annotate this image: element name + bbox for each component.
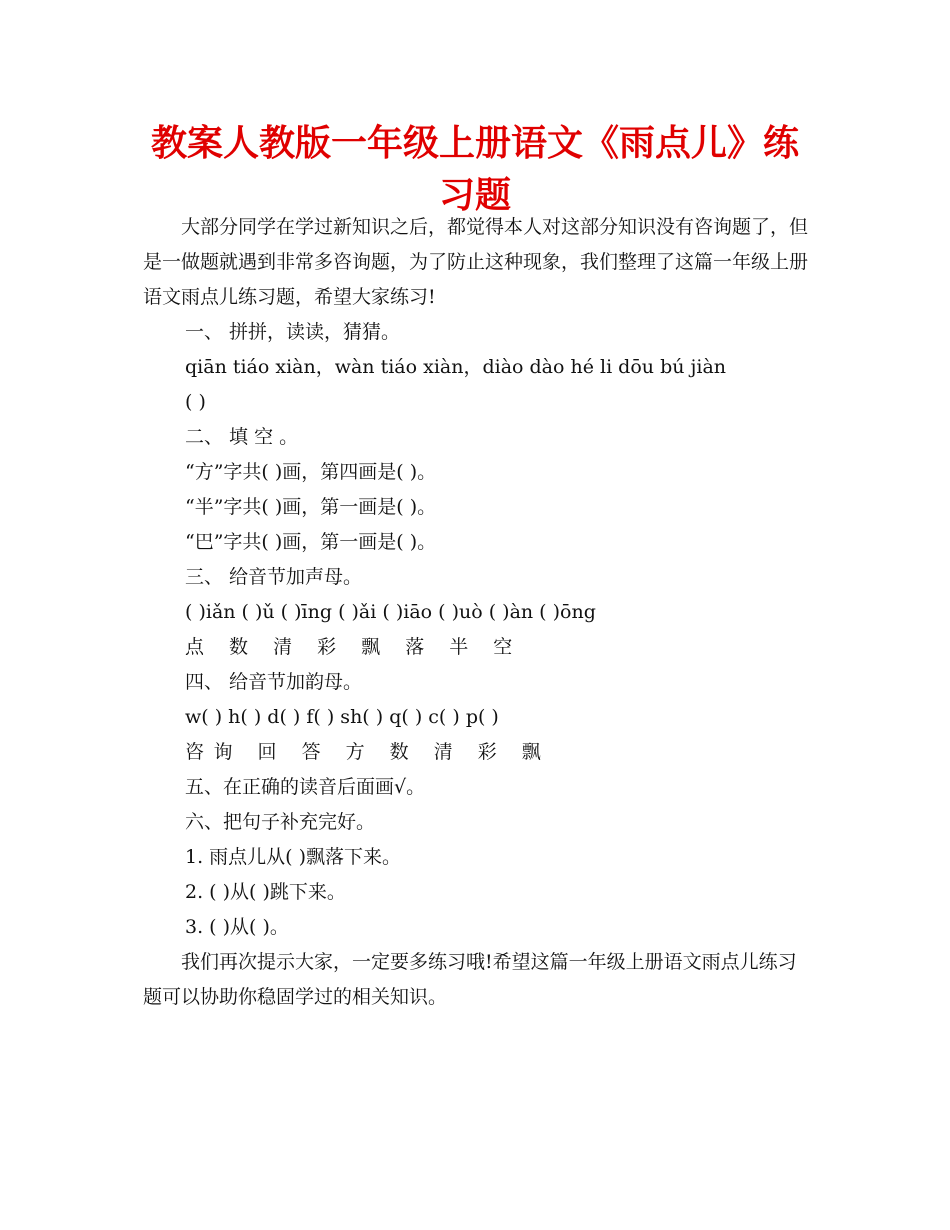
section-4-characters: 咨询 回 答 方 数 清 彩 飘 bbox=[185, 741, 551, 763]
document-body bbox=[143, 210, 813, 1015]
section-4-syllables: w( ) h( ) d( ) f( ) sh( ) q( ) c( ) p( ) bbox=[185, 706, 499, 728]
section-3-characters: 点 数 清 彩 飘 落 半 空 bbox=[185, 636, 522, 658]
section-2-line-3: “巴”字共( )画，第一画是( )。 bbox=[185, 531, 437, 553]
section-2-heading: 二、 填 空 。 bbox=[185, 426, 299, 448]
section-6-item-3: 3. ( )从( )。 bbox=[185, 916, 289, 938]
document-title: 教案人教版一年级上册语文《雨点儿》练习题 bbox=[150, 123, 799, 216]
closing-paragraph: 我们再次提示大家，一定要多练习哦!希望这篇一年级上册语文雨点儿练习题可以协助你稳固学过的相关知识。 bbox=[143, 951, 797, 1008]
section-4-heading: 四、 给音节加韵母。 bbox=[185, 671, 363, 693]
section-6-item-1: 1. 雨点儿从( )飘落下来。 bbox=[185, 846, 402, 868]
section-3-syllables: ( )iǎn ( )ǔ ( )īng ( )ǎi ( )iāo ( )uò ( )àn ( )ōng bbox=[185, 601, 596, 623]
section-6-item-2: 2. ( )从( )跳下来。 bbox=[185, 881, 346, 903]
section-3-heading: 三、 给音节加声母。 bbox=[185, 566, 363, 588]
section-2-line-2: “半”字共( )画，第一画是( )。 bbox=[185, 496, 437, 518]
section-1-heading: 一、 拼拼，读读，猜猜。 bbox=[185, 321, 401, 343]
section-1-blank: ( ) bbox=[185, 391, 206, 413]
section-5-heading: 五、在正确的读音后面画√。 bbox=[185, 776, 426, 798]
intro-paragraph: 大部分同学在学过新知识之后，都觉得本人对这部分知识没有咨询题了，但是一做题就遇到非常多咨询题，为了防止这种现象，我们整理了这篇一年级上册语文雨点儿练习题，希望大家练习! bbox=[143, 216, 809, 308]
section-6-heading: 六、把句子补充完好。 bbox=[185, 811, 376, 833]
section-2-line-1: “方”字共( )画，第四画是( )。 bbox=[185, 461, 437, 483]
section-1-pinyin: qiān tiáo xiàn，wàn tiáo xiàn，diào dào hé li dōu bú jiàn bbox=[185, 356, 727, 378]
